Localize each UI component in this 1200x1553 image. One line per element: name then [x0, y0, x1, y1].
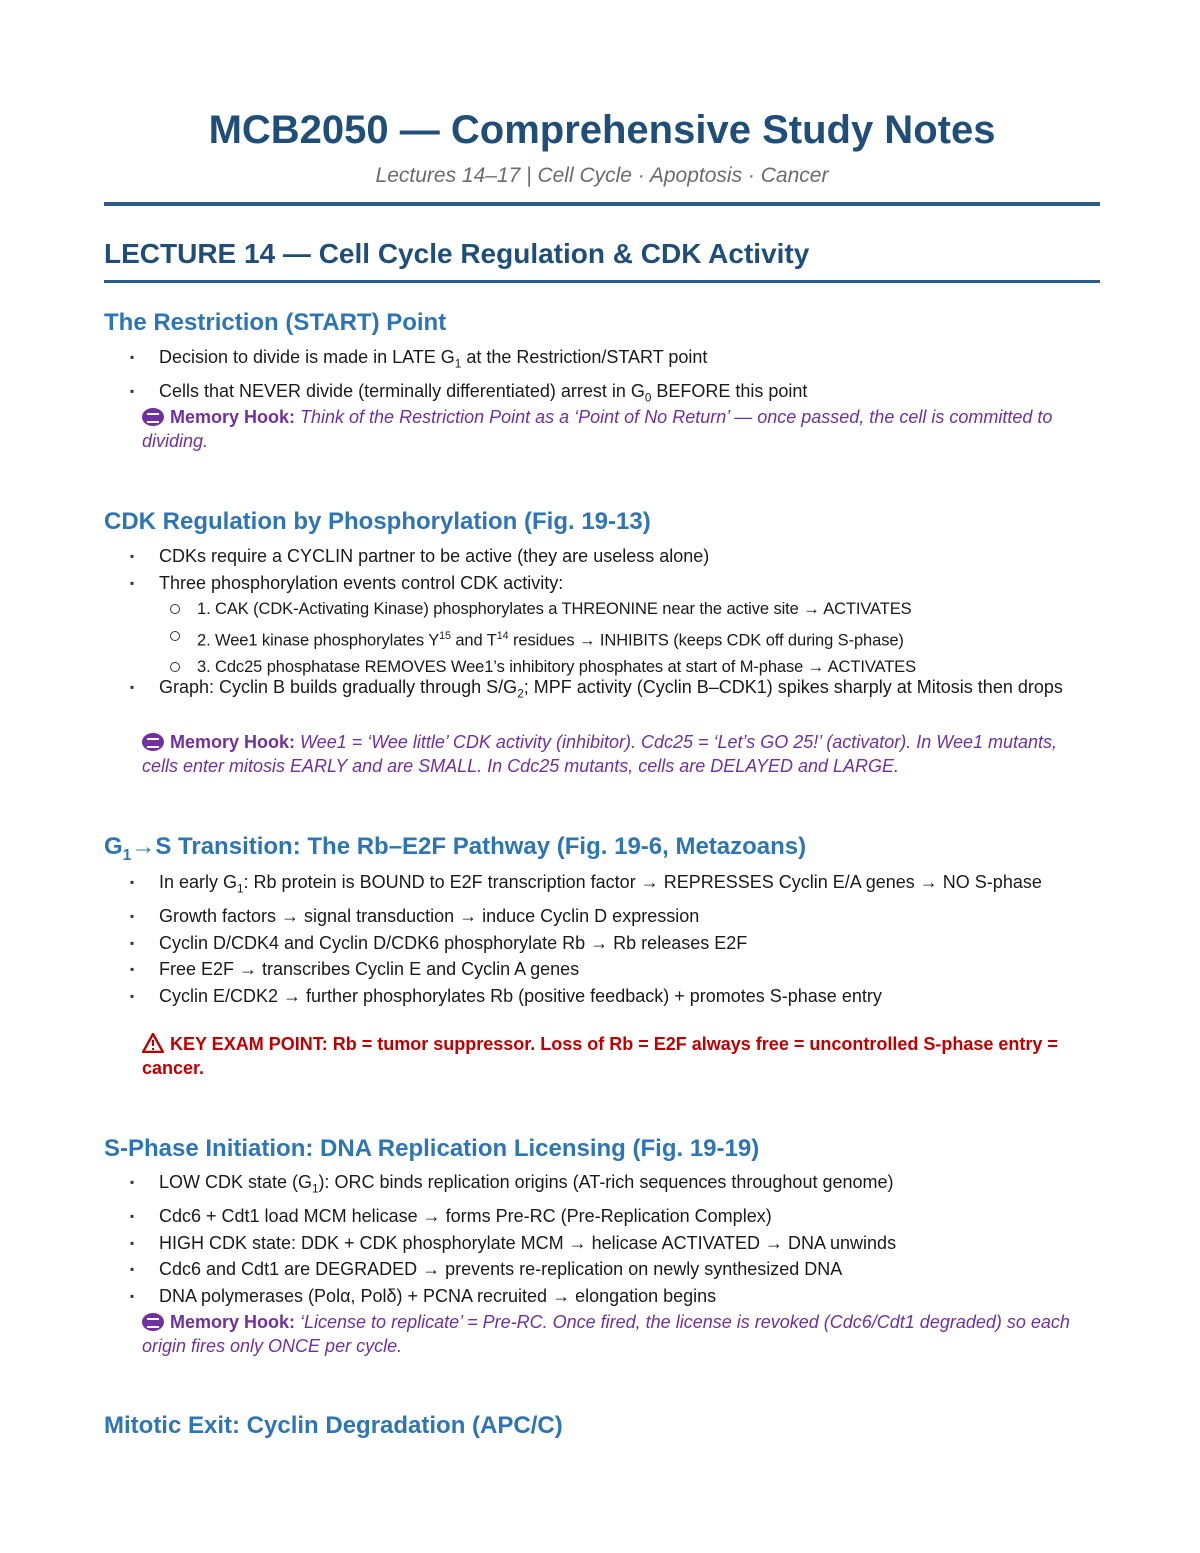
list-item: ▪ In early $G_1$: Rb protein is BOUND to E2F transcription factor → REPRESSES Cyclin E/A genes → NO S-phase — [104, 871, 1100, 901]
list-item: ▪ Cyclin D/CDK4 and Cyclin D/CDK6 phosphorylate Rb → Rb releases E2F — [104, 932, 1100, 954]
list-item: ▪ Cells that NEVER divide (terminally differentiated) arrest in $G_0$ BEFORE this point — [104, 380, 1100, 410]
title-divider — [104, 202, 1100, 206]
list-item: ▪ Cdc6 and Cdt1 are DEGRADED → prevents re-replication on newly synthesized DNA — [104, 1258, 1100, 1280]
g1s-list — [104, 871, 1100, 1011]
g1s-heading: $G_1\to S$ Transition: The Rb–E2F Pathway (Fig. 19-6, Metazoans) — [104, 833, 807, 864]
list-item: ▪ LOW CDK state $(G_1)$: ORC binds replication origins (AT-rich sequences throughout genome) — [104, 1171, 1100, 1201]
cdk-sublist — [104, 598, 1100, 682]
cdk-list — [104, 545, 1100, 598]
list-item: ▪ Free E2F → transcribes Cyclin E and Cyclin A genes — [104, 958, 1100, 980]
memory-hook: Memory Hook: Wee1 = ‘Wee little’ CDK activity (inhibitor). Cdc25 = ‘Let’s GO 25!’ (activator). In Wee1 mutants, cells enter mitosis EARLY and are SMALL. In Cdc25 mutants, cells are DELAYED and LARGE. — [142, 732, 1058, 776]
key-exam-alert: KEY EXAM POINT: Rb = tumor suppressor. Loss of Rb = E2F always free = uncontrolled S-phase entry = cancer. — [142, 1034, 1058, 1078]
document-subtitle: Lectures 14–17 | Cell Cycle · Apoptosis · Cancer — [375, 164, 829, 187]
lecture-14-heading: LECTURE 14 — Cell Cycle Regulation & CDK Activity — [104, 238, 810, 269]
list-item: ▪ DNA polymerases (Polα, Polδ) + PCNA recruited → elongation begins — [104, 1285, 1100, 1307]
list-item: ▪ Growth factors → signal transduction → induce Cyclin D expression — [104, 905, 1100, 927]
list-item: ▪ Cdc6 + Cdt1 load MCM helicase → forms Pre-RC (Pre-Replication Complex) — [104, 1205, 1100, 1227]
restriction-heading: The Restriction (START) Point — [104, 309, 447, 336]
warning-icon — [142, 1033, 164, 1053]
sphase-heading: S-Phase Initiation: DNA Replication Licensing (Fig. 19-19) — [104, 1135, 760, 1162]
cdk-list-2 — [104, 676, 1100, 710]
memory-hook: Memory Hook: Think of the Restriction Point as a ‘Point of No Return’ — once passed, the cell is committed to dividing. — [142, 407, 1053, 451]
mitotic-exit-heading: Mitotic Exit: Cyclin Degradation (APC/C) — [104, 1412, 563, 1439]
document-title: MCB2050 — Comprehensive Study Notes — [208, 108, 996, 152]
list-item: ▪ CDKs require a CYCLIN partner to be active (they are useless alone) — [104, 545, 1100, 567]
list-item: ▪ Three phosphorylation events control CDK activity: — [104, 572, 1100, 594]
memory-hook: Memory Hook: ‘License to replicate’ = Pre-RC. Once fired, the license is revoked (Cdc6/Cdt1 degraded) so each origin fires only ONCE per cycle. — [142, 1312, 1070, 1356]
memory-hook-icon — [142, 733, 164, 751]
memory-hook-icon — [142, 408, 164, 426]
list-item: 2. Wee1 kinase phosphorylates $Y^{15}$ and $T^{14}$ residues → INHIBITS (keeps CDK off during S-phase) — [104, 625, 1100, 652]
lecture-divider — [104, 280, 1100, 283]
list-item: ▪ HIGH CDK state: DDK + CDK phosphorylate MCM → helicase ACTIVATED → DNA unwinds — [104, 1232, 1100, 1254]
list-item: ▪ Decision to divide is made in LATE $G_1$ at the Restriction/START point — [104, 346, 1100, 376]
list-item: ▪ Cyclin E/CDK2 → further phosphorylates Rb (positive feedback) + promotes S-phase entry — [104, 985, 1100, 1007]
list-item: 3. Cdc25 phosphatase REMOVES Wee1’s inhibitory phosphates at start of M-phase → ACTIVATES — [104, 656, 1100, 678]
sphase-list — [104, 1171, 1100, 1311]
restriction-list — [104, 346, 1100, 414]
list-item: 1. CAK (CDK-Activating Kinase) phosphorylates a THREONINE near the active site → ACTIVATES — [104, 598, 1100, 620]
memory-hook-icon — [142, 1313, 164, 1331]
cdk-heading: CDK Regulation by Phosphorylation (Fig. 19-13) — [104, 508, 651, 535]
list-item: ▪ Graph: Cyclin B builds gradually through $S/G_2$; MPF activity (Cyclin B–CDK1) spikes sharply at Mitosis then drops — [104, 676, 1100, 706]
